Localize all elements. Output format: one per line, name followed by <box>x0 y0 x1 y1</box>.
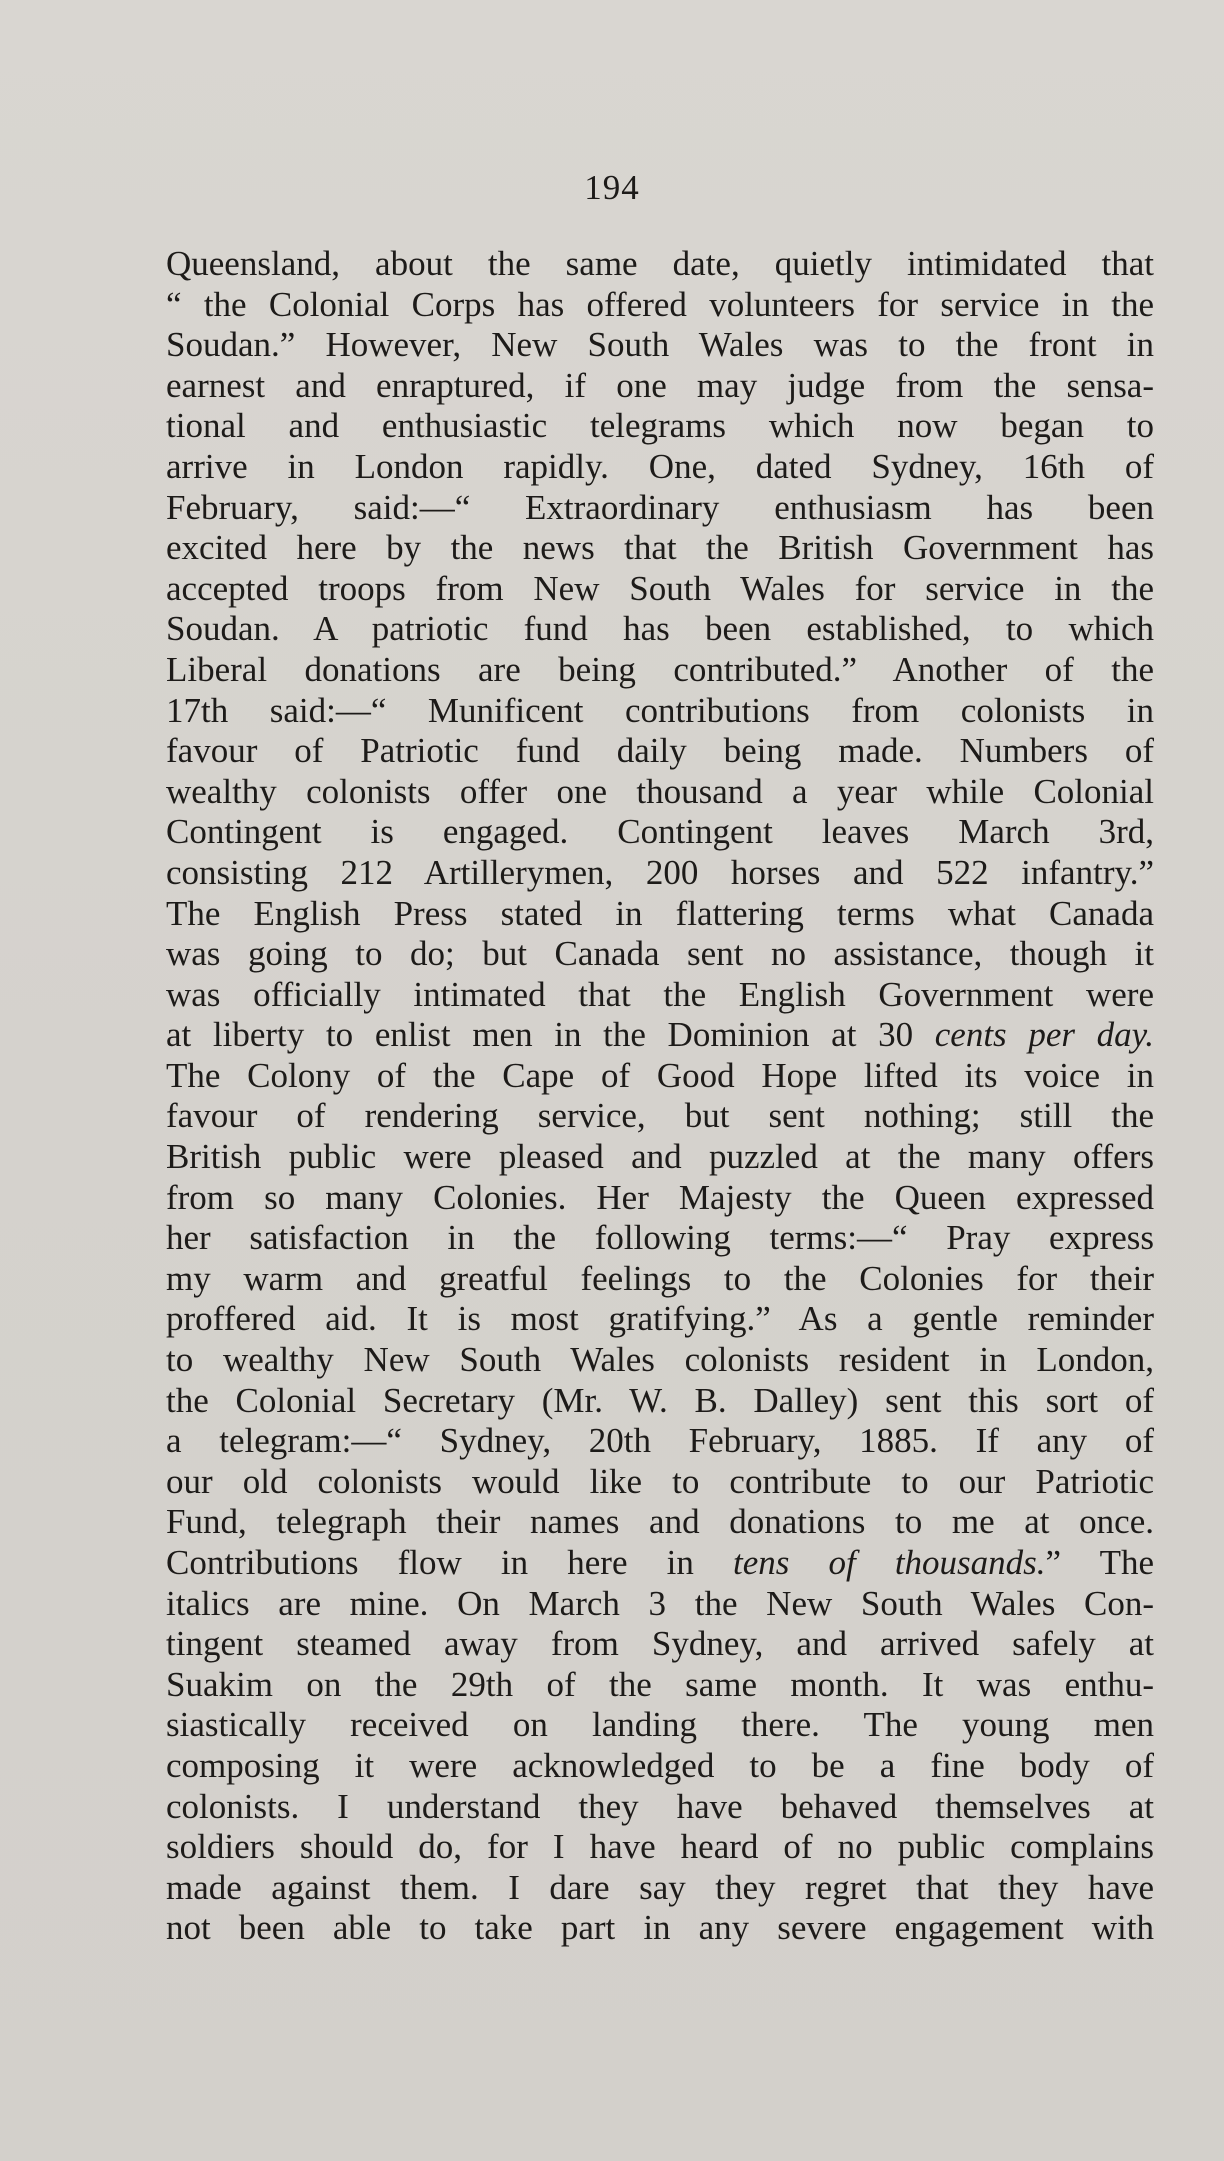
text-line: favour of Patriotic fund daily being made. Numbers of <box>166 731 1154 771</box>
text-line: a telegram:—“ Sydney, 20th February, 1885. If any of <box>166 1421 1154 1461</box>
text-line: tingent steamed away from Sydney, and arrived safely at <box>166 1624 1154 1664</box>
text-line: to wealthy New South Wales colonists resident in London, <box>166 1340 1154 1380</box>
text-line: made against them. I dare say they regret that they have <box>166 1867 1154 1907</box>
text-line: my warm and greatful feelings to the Colonies for their <box>166 1258 1154 1298</box>
text-line: favour of rendering service, but sent nothing; still the <box>166 1096 1154 1136</box>
text-line: Contingent is engaged. Contingent leaves March 3rd, <box>166 812 1154 852</box>
text-line: from so many Colonies. Her Majesty the Queen expressed <box>166 1177 1154 1217</box>
text-line: at liberty to enlist men in the Dominion at 30 cents per day. <box>166 1015 1154 1055</box>
text-line: Suakim on the 29th of the same month. It was enthu- <box>166 1664 1154 1704</box>
text-line: italics are mine. On March 3 the New South Wales Con- <box>166 1583 1154 1623</box>
text-line: Contributions flow in here in tens of thousands.” The <box>166 1543 1154 1582</box>
body-text <box>166 244 1154 1949</box>
text-line: colonists. I understand they have behaved themselves at <box>166 1786 1154 1826</box>
text-line: her satisfaction in the following terms:—“ Pray express <box>166 1218 1154 1258</box>
text-line: arrive in London rapidly. One, dated Sydney, 16th of <box>166 446 1154 486</box>
text-line: tional and enthusiastic telegrams which now began to <box>166 406 1154 446</box>
text-line: was officially intimated that the English Government were <box>166 974 1154 1014</box>
text-line: proffered aid. It is most gratifying.” As a gentle reminder <box>166 1299 1154 1339</box>
text-line: Liberal donations are being contributed.” Another of the <box>166 649 1154 689</box>
text-line: The English Press stated in flattering terms what Canada <box>166 893 1154 933</box>
text-line: accepted troops from New South Wales for service in the <box>166 568 1154 608</box>
text-line: 17th said:—“ Munificent contributions from colonists in <box>166 690 1154 730</box>
text-line: wealthy colonists offer one thousand a year while Colonial <box>166 771 1154 811</box>
text-line: excited here by the news that the British Government has <box>166 528 1154 568</box>
text-line: February, said:—“ Extraordinary enthusiasm has been <box>166 487 1154 527</box>
text-line: consisting 212 Artillerymen, 200 horses and 522 infantry.” <box>166 852 1154 892</box>
text-line: Fund, telegraph their names and donations to me at once. <box>166 1502 1154 1542</box>
text-line: “ the Colonial Corps has offered volunteers for service in the <box>166 284 1154 324</box>
text-line: siastically received on landing there. The young men <box>166 1705 1154 1745</box>
italic-text: cents per day. <box>934 1015 1154 1055</box>
text-line: the Colonial Secretary (Mr. W. B. Dalley) sent this sort of <box>166 1380 1154 1420</box>
text-line: earnest and enraptured, if one may judge from the sensa- <box>166 365 1154 405</box>
text-line: soldiers should do, for I have heard of no public complains <box>166 1827 1154 1867</box>
text-line: was going to do; but Canada sent no assistance, though it <box>166 934 1154 974</box>
text-line: not been able to take part in any severe engagement with <box>166 1908 1154 1948</box>
text-line: Soudan. A patriotic fund has been established, to which <box>166 609 1154 649</box>
text-line: composing it were acknowledged to be a fine body of <box>166 1745 1154 1785</box>
text-line: Soudan.” However, New South Wales was to the front in <box>166 325 1154 365</box>
text-line: our old colonists would like to contribute to our Patriotic <box>166 1461 1154 1501</box>
italic-text: tens of thousands. <box>732 1543 1046 1582</box>
text-line: Queensland, about the same date, quietly intimidated that <box>166 244 1154 283</box>
page-number: 194 <box>584 168 640 207</box>
text-line: The Colony of the Cape of Good Hope lifted its voice in <box>166 1055 1154 1095</box>
text-line: British public were pleased and puzzled at the many offers <box>166 1137 1154 1177</box>
